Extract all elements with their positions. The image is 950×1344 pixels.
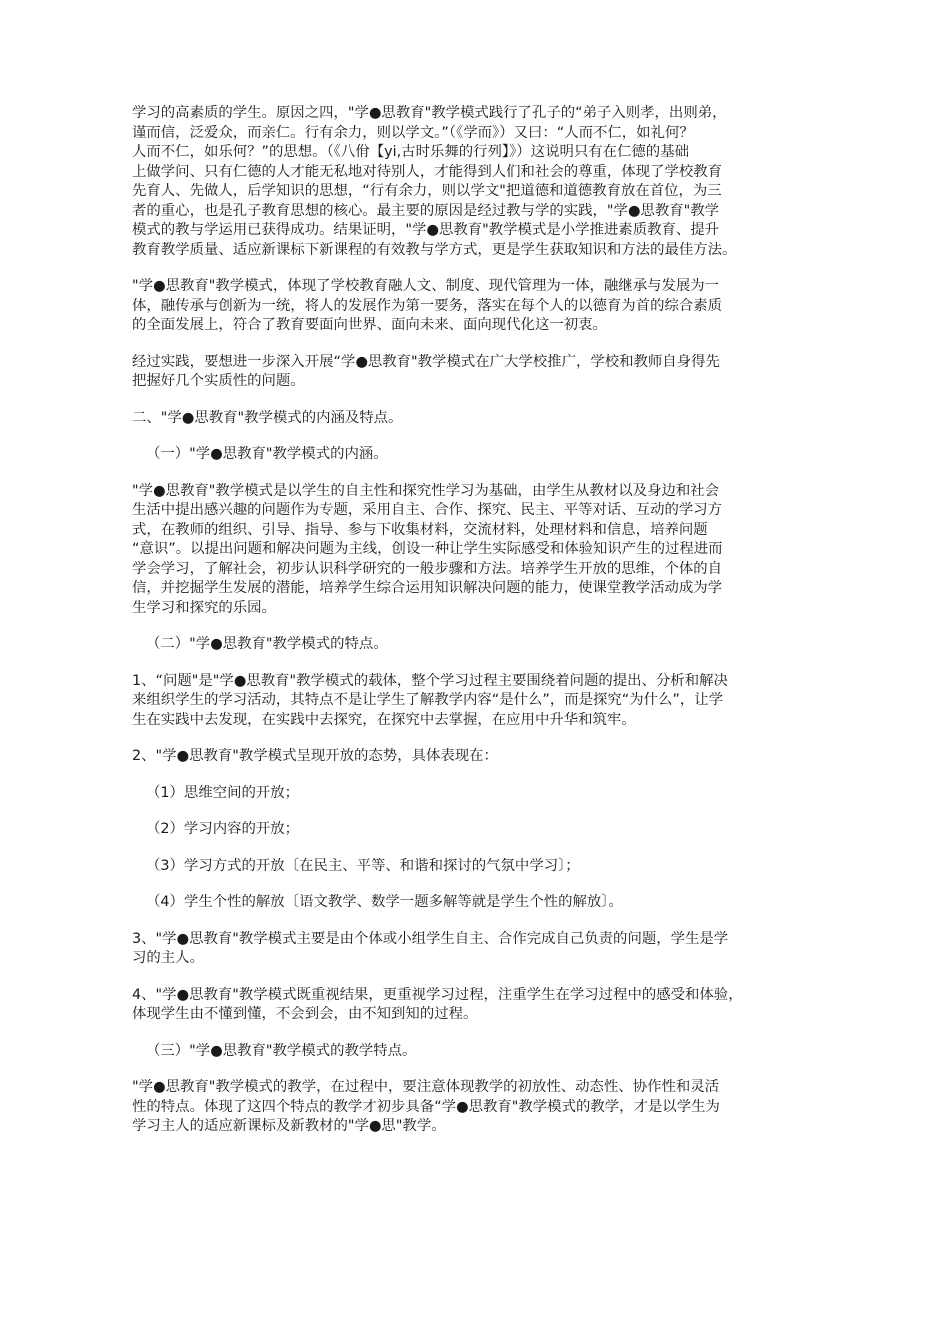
paragraph xyxy=(132,635,830,655)
paragraph xyxy=(132,1078,830,1137)
text-line: 性的特点。体现了这四个特点的教学才初步具备“学●思教育"教学模式的教学，才是以学生为 xyxy=(132,1098,720,1115)
text-line: 习的主人。 xyxy=(132,950,204,966)
text-line: （二）"学●思教育"教学模式的特点。 xyxy=(146,636,388,652)
text-line: 谨而信，泛爱众，而亲仁。行有余力，则以学文。”（《学而》）又曰：“人而不仁，如礼何？ xyxy=(132,124,694,141)
paragraph xyxy=(132,1042,830,1062)
document-page xyxy=(132,104,830,1154)
text-line: 来组织学生的学习活动，其特点不是让学生了解教学内容“是什么”，而是探究“为什么”，让学 xyxy=(132,692,724,708)
text-line: 生学习和探究的乐园。 xyxy=(132,599,276,616)
text-line: 信，并挖掘学生发展的潜能，培养学生综合运用知识解决问题的能力，使课堂教学活动成为学 xyxy=(132,580,723,596)
paragraph xyxy=(132,104,830,260)
text-line: 的全面发展上，符合了教育要面向世界、面向未来、面向现代化这一初衷。 xyxy=(132,317,607,333)
text-line: （三）"学●思教育"教学模式的教学特点。 xyxy=(146,1042,417,1059)
paragraph xyxy=(132,277,830,336)
text-line: 生在实践中去发现，在实践中去探究，在探究中去掌握，在应用中升华和筑牢。 xyxy=(132,711,636,728)
text-line: 式，在教师的组织、引导、指导、参与下收集材料，交流材料，处理材料和信息，培养问题 xyxy=(132,521,708,538)
paragraph xyxy=(132,672,830,731)
text-line: "学●思教育"教学模式，体现了学校教育融人文、制度、现代管理为一体，融继承与发展为一 xyxy=(132,278,720,294)
paragraph xyxy=(132,893,830,913)
text-line: 学会学习，了解社会，初步认识科学研究的一般步骤和方法。培养学生开放的思维，个体的自 xyxy=(132,560,723,577)
paragraph xyxy=(132,747,830,767)
text-line: 学习主人的适应新课标及新教材的"学●思"教学。 xyxy=(132,1118,446,1134)
text-line: 3、"学●思教育"教学模式主要是由个体或小组学生自主、合作完成自己负责的问题，学生是学 xyxy=(132,930,729,947)
text-line: 2、"学●思教育"教学模式呈现开放的态势，具体表现在： xyxy=(132,748,498,764)
paragraph xyxy=(132,482,830,619)
paragraph xyxy=(132,820,830,840)
paragraph xyxy=(132,353,830,392)
text-line: 把握好几个实质性的问题。 xyxy=(132,373,305,389)
text-line: 教育教学质量、适应新课标下新课程的有效教与学方式，更是学生获取知识和方法的最佳方法。 xyxy=(132,241,737,258)
paragraph xyxy=(132,930,830,969)
text-line: 生活中提出感兴趣的问题作为专题，采用自主、合作、探究、民主、平等对话、互动的学习方 xyxy=(132,502,723,518)
text-line: （1）思维空间的开放； xyxy=(146,784,300,801)
text-line: 体现学生由不懂到懂，不会到会，由不知到知的过程。 xyxy=(132,1006,478,1022)
text-line: "学●思教育"教学模式的教学，在过程中，要注意体现教学的初放性、动态性、协作性和灵活 xyxy=(132,1079,720,1095)
text-line: 模式的教与学运用已获得成功。结果证明，"学●思教育"教学模式是小学推进素质教育、提升 xyxy=(132,222,720,238)
text-line: 学习的高素质的学生。原因之四，"学●思教育"教学模式践行了孔子的“弟子入则孝，出则弟， xyxy=(132,105,727,121)
text-line: 体，融传承与创新为一统，将人的发展作为第一要务，落实在每个人的以德育为首的综合素质 xyxy=(132,297,723,314)
paragraph xyxy=(132,857,830,877)
text-line: （一）"学●思教育"教学模式的内涵。 xyxy=(146,446,388,462)
text-line: 4、"学●思教育"教学模式既重视结果，更重视学习过程，注重学生在学习过程中的感受和体验， xyxy=(132,986,743,1003)
paragraph xyxy=(132,409,830,429)
text-line: “意识”。以提出问题和解决问题为主线，创设一种让学生实际感受和体验知识产生的过程进而 xyxy=(132,541,723,557)
text-line: 人而不仁，如乐何？”的思想。（《八佾【yi,古时乐舞的行列】》）这说明只有在仁德的基础 xyxy=(132,144,689,160)
text-line: （2）学习内容的开放； xyxy=(146,821,300,837)
paragraph xyxy=(132,784,830,804)
text-line: 上做学问、只有仁德的人才能无私地对待别人，才能得到人们和社会的尊重，体现了学校教育 xyxy=(132,163,723,180)
text-line: 二、"学●思教育"教学模式的内涵及特点。 xyxy=(132,409,403,426)
text-line: （3）学习方式的开放〔在民主、平等、和谐和探讨的气氛中学习〕； xyxy=(146,857,580,874)
text-line: 先育人、先做人，后学知识的思想，“行有余力，则以学文"把道德和道德教育放在首位，为三 xyxy=(132,183,722,199)
text-line: 者的重心，也是孔子教育思想的核心。最主要的原因是经过教与学的实践，"学●思教育"教学 xyxy=(132,202,720,219)
text-line: "学●思教育"教学模式是以学生的自主性和探究性学习为基础，由学生从教材以及身边和社会 xyxy=(132,482,720,499)
paragraph xyxy=(132,445,830,465)
paragraph xyxy=(132,986,830,1025)
text-line: 经过实践，要想进一步深入开展“学●思教育"教学模式在广大学校推广，学校和教师自身得先 xyxy=(132,353,720,370)
text-line: （4）学生个性的解放〔语文教学、数学一题多解等就是学生个性的解放〕。 xyxy=(146,894,623,910)
text-line: 1、“问题"是"学●思教育"教学模式的载体，整个学习过程主要围绕着问题的提出、分析和解决 xyxy=(132,672,728,689)
